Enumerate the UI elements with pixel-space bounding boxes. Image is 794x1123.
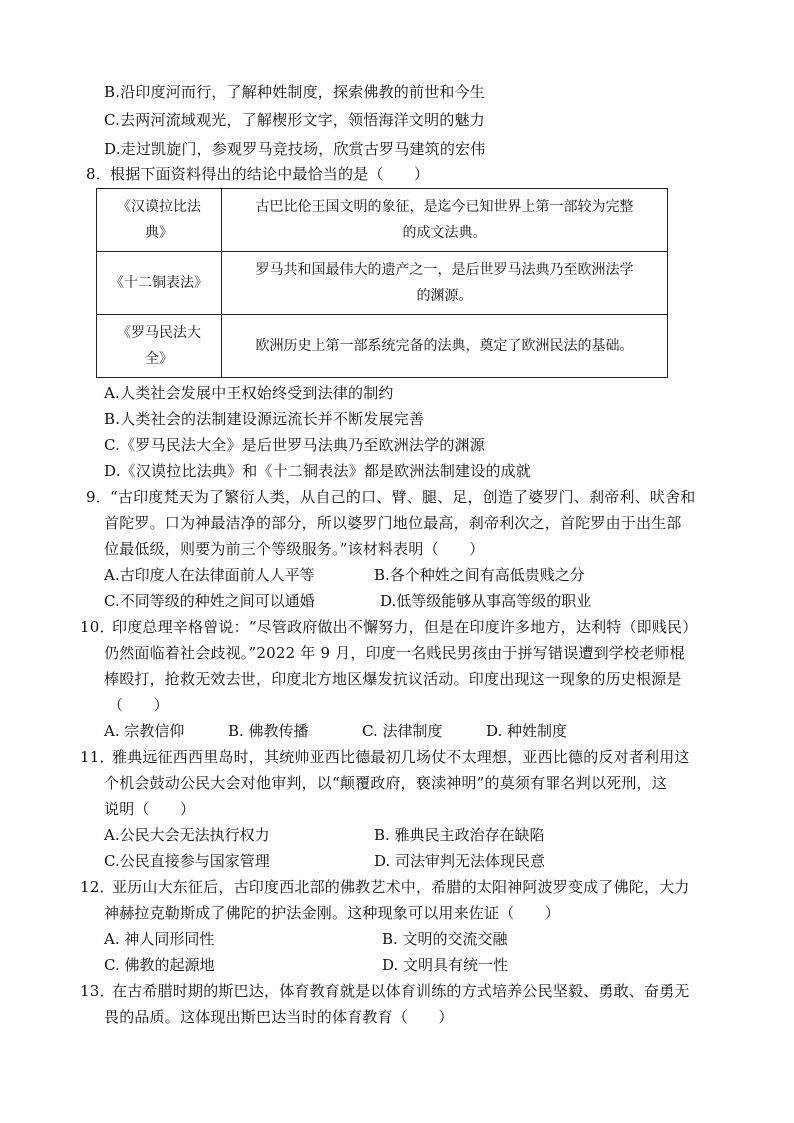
- q10-line-4: （ ）: [108, 696, 169, 714]
- q12-line-1: 亚历山大东征后，古印度西北部的佛教艺术中，希腊的太阳神阿波罗变成了佛陀，大力: [112, 878, 690, 896]
- q9-option-d: D.低等级能够从事高等级的职业: [380, 592, 592, 610]
- table-row: [97, 315, 668, 378]
- q11-number: 11．: [80, 748, 115, 766]
- prev-option-b: B.沿印度河而行，了解种姓制度，探索佛教的前世和今生: [104, 83, 485, 101]
- prev-option-d: D.走过凯旋门，参观罗马竞技场，欣赏古罗马建筑的宏伟: [104, 140, 486, 158]
- q10-option-c: C. 法律制度: [362, 722, 443, 740]
- q10-line-1: 印度总理辛格曾说：“尽管政府做出不懈努力，但是在印度许多地方，达利特（即贱民）: [112, 618, 698, 636]
- q11-line-1: 雅典远征西西里岛时，其统帅亚西比德最初几场仗不太理想，亚西比德的反对者利用这: [112, 748, 690, 766]
- table-row: [97, 189, 668, 252]
- cell-text: 全》: [145, 351, 173, 367]
- cell-text: 《汉谟拉比法: [117, 199, 201, 215]
- cell-text: 《罗马民法大: [117, 325, 201, 341]
- q11-option-a: A.公民大会无法执行权力: [104, 826, 270, 844]
- q10-line-3: 棒殴打，抢救无效去世，印度北方地区爆发抗议活动。印度出现这一现象的历史根源是: [104, 670, 682, 688]
- cell-text: 古巴比伦王国文明的象征，是迄今已知世界上第一部较为完整: [255, 199, 634, 215]
- q12-option-b: B. 文明的交流交融: [382, 930, 508, 948]
- cell-text: 的成文法典。: [402, 225, 487, 241]
- cell-text: 欧洲历史上第一部系统完备的法典，奠定了欧洲民法的基础。: [255, 338, 634, 354]
- q9-line-1: “古印度梵天为了繁衍人类，从自己的口、臂、腿、足，创造了婆罗门、刹帝利、吠舍和: [110, 488, 696, 506]
- q8-option-b: B.人类社会的法制建设源远流长并不断发展完善: [104, 410, 425, 428]
- cell-text: 罗马共和国最伟大的遗产之一，是后世罗马法典乃至欧洲法学: [255, 262, 634, 278]
- q8-option-c: C.《罗马民法大全》是后世罗马法典乃至欧洲法学的渊源: [104, 436, 485, 454]
- q9-line-3: 位最低级，则要为前三个等级服务。”该材料表明（ ）: [104, 540, 485, 558]
- q10-option-a: A. 宗教信仰: [104, 722, 185, 740]
- q11-option-d: D. 司法审判无法体现民意: [374, 852, 546, 870]
- q8-option-a: A.人类社会发展中王权始终受到法律的制约: [104, 384, 394, 402]
- q11-option-c: C.公民直接参与国家管理: [104, 852, 270, 870]
- q8-option-d: D.《汉谟拉比法典》和《十二铜表法》都是欧洲法制建设的成就: [104, 462, 532, 480]
- q9-option-b: B.各个种姓之间有高低贵贱之分: [374, 566, 585, 584]
- q8-source-table: [96, 188, 668, 378]
- table-row: [97, 252, 668, 315]
- cell-text: 《十二铜表法》: [110, 275, 208, 291]
- q8-number: 8．: [86, 165, 111, 183]
- table-cell-desc: [222, 189, 668, 252]
- q12-line-2: 神赫拉克勒斯成了佛陀的护法金刚。这种现象可以用来佐证（ ）: [104, 904, 561, 922]
- q11-line-3: 说明（ ）: [104, 800, 196, 818]
- table-cell-name: [97, 252, 222, 315]
- q12-option-d: D. 文明具有统一性: [382, 956, 509, 974]
- q10-number: 10．: [80, 618, 115, 636]
- table-cell-desc: [222, 252, 668, 315]
- q9-line-2: 首陀罗。口为神最洁净的部分，所以婆罗门地位最高，刹帝利次之，首陀罗由于出生部: [104, 514, 682, 532]
- table-cell-name: [97, 315, 222, 378]
- cell-text: 典》: [145, 225, 173, 241]
- q11-line-2: 个机会鼓动公民大会对他审判，以“颠覆政府，亵渎神明”的莫须有罪名判以死刑，这: [104, 774, 667, 792]
- q11-option-b: B. 雅典民主政治存在缺陷: [374, 826, 545, 844]
- q13-line-2: 畏的品质。这体现出斯巴达当时的体育教育（ ）: [104, 1008, 454, 1026]
- q10-line-2: 仍然面临着社会歧视。”2022 年 9 月，印度一名贱民男孩由于拼写错误遭到学校老师棍: [104, 644, 685, 662]
- q8-stem: 根据下面资料得出的结论中最恰当的是（ ）: [110, 165, 430, 183]
- q12-option-c: C. 佛教的起源地: [104, 956, 215, 974]
- q10-option-b: B. 佛教传播: [228, 722, 309, 740]
- table-cell-desc: [222, 315, 668, 378]
- q13-line-1: 在古希腊时期的斯巴达，体育教育就是以体育训练的方式培养公民坚毅、勇敢、奋勇无: [112, 982, 690, 1000]
- q9-option-c: C.不同等级的种姓之间可以通婚: [104, 592, 315, 610]
- prev-option-c: C.去两河流域观光，了解楔形文字，领悟海洋文明的魅力: [104, 111, 485, 129]
- q9-number: 9．: [86, 488, 111, 506]
- q9-option-a: A.古印度人在法律面前人人平等: [104, 566, 315, 584]
- table-cell-name: [97, 189, 222, 252]
- q10-option-d: D. 种姓制度: [486, 722, 568, 740]
- q12-number: 12．: [80, 878, 115, 896]
- q12-option-a: A. 神人同形同性: [104, 930, 215, 948]
- q13-number: 13．: [80, 982, 115, 1000]
- cell-text: 的渊源。: [416, 288, 473, 304]
